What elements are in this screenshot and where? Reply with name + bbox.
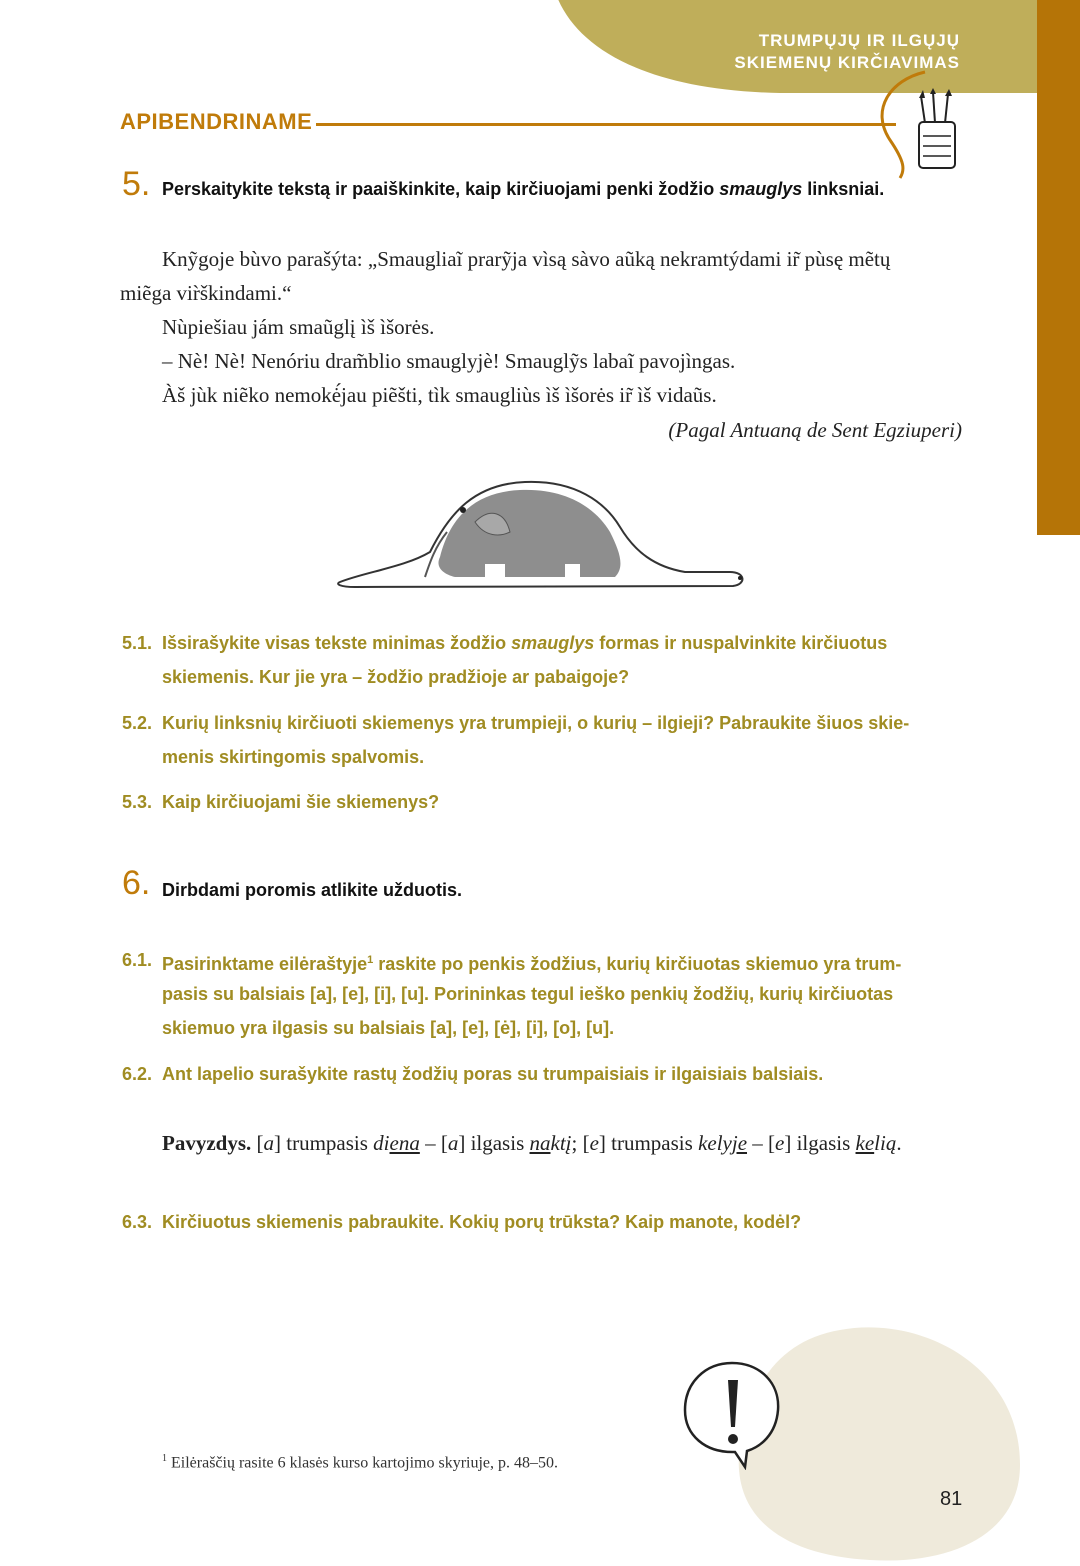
footnote-marker: 1 (162, 1453, 167, 1464)
example-word (856, 1131, 897, 1155)
example-text: – [ (747, 1131, 776, 1155)
task-5-title-part: Perskaitykite tekstą ir paaiškinkite, kaip kirčiuojami penki žodžio (162, 179, 720, 199)
example-text: . (896, 1131, 902, 1155)
task-5-title-em: smauglys (719, 179, 803, 199)
subtask-6-1-text: raskite po penkis žodžius, kurių kirčiuotas skiemuo yra trum- (373, 954, 902, 974)
subtask-5-1-line2: skiemenis. Kur jie yra – žodžio pradžioje ar pabaigoje? (162, 667, 630, 687)
example-vowel: e (775, 1131, 785, 1155)
subtask-6-1-line1 (162, 943, 962, 981)
example-word (698, 1131, 747, 1155)
pencil-cup-icon (915, 88, 960, 173)
chapter-title (734, 30, 960, 74)
example-word-part: kely (698, 1131, 732, 1155)
chapter-title-line2: SKIEMENŲ KIRČIAVIMAS (734, 53, 960, 72)
story-line-5: Àš jùk niẽko nemokė́jau piẽšti, tìk smaugliùs ìš ìšorės ir̃ ìš vidaũs. (162, 383, 717, 407)
subtask-6-1-line3: skiemuo yra ilgasis su balsiais [a], [e], [ė], [i], [o], [u]. (162, 1018, 615, 1038)
example-word-part: lią (874, 1131, 897, 1155)
subtask-6-1-line2: pasis su balsiais [a], [e], [i], [u]. Porininkas tegul ieško penkių žodžių, kurių kirčiuotas (162, 984, 894, 1004)
elephant-in-boa-illustration (335, 472, 750, 597)
subtask-6-3-line1: Kirčiuotus skiemenis pabraukite. Kokių porų trūksta? Kaip manote, kodėl? (162, 1212, 802, 1232)
example-text: – [ (419, 1131, 448, 1155)
page-number: 81 (940, 1488, 963, 1510)
exclamation-bubble-icon (675, 1355, 790, 1470)
example-text: [ (251, 1131, 264, 1155)
footnote-ref: 1 (367, 954, 374, 966)
footnote (162, 1453, 558, 1472)
example-word-underlined: ena (389, 1131, 420, 1155)
subtask-6-1-text: Pasirinktame eilėraštyje (162, 954, 368, 974)
footnote-text: Eilėraščių rasite 6 klasės kurso kartojimo skyriuje, p. 48–50. (167, 1454, 559, 1472)
example-text: ] trumpasis (274, 1131, 374, 1155)
subtask-6-3-number: 6.3. (122, 1212, 153, 1232)
subtask-5-1-em: smauglys (511, 633, 595, 653)
subtask-5-3-number: 5.3. (122, 792, 153, 812)
section-heading: APIBENDRINAME (120, 109, 313, 134)
example-line (162, 1126, 982, 1160)
subtask-5-1-number: 5.1. (122, 633, 153, 653)
example-text: ] ilgasis (784, 1131, 856, 1155)
subtask-5-3-line1: Kaip kirčiuojami šie skiemenys? (162, 792, 440, 812)
example-text: ; [ (571, 1131, 590, 1155)
example-vowel: a (263, 1131, 274, 1155)
example-word-part: di (373, 1131, 390, 1155)
chapter-tab-bar (1037, 0, 1080, 535)
example-word-underlined: ke (855, 1131, 875, 1155)
task-6-number: 6. (122, 864, 151, 902)
example-label: Pavyzdys. (162, 1131, 252, 1155)
example-vowel: a (447, 1131, 459, 1155)
subtask-5-1-line1 (162, 626, 962, 660)
task-5-title-part: linksniai. (802, 179, 885, 199)
task-5-number: 5. (122, 165, 151, 203)
task-5-heading (122, 165, 150, 204)
example-text: ] trumpasis (598, 1131, 699, 1155)
example-word-part: ktį (550, 1131, 572, 1155)
task-5-title (162, 179, 982, 200)
subtask-5-2-line1: Kurių linksnių kirčiuoti skiemenys yra trumpieji, o kurių – ilgieji? Pabraukite šiuos skie- (162, 713, 910, 733)
story-line-3: Nùpiešiau jám smaũglį ìš ìšorės. (162, 315, 435, 339)
example-word-underlined: je (731, 1131, 748, 1155)
story-source: (Pagal Antuaną de Sent Egziuperi) (668, 418, 962, 442)
subtask-6-1-number: 6.1. (122, 950, 153, 970)
story-line-4: – Nè! Nè! Nenóriu dram̃blio smauglyjè! Smauglỹs labaĩ pavojìngas. (162, 349, 736, 373)
section-divider (316, 123, 896, 126)
example-text: ] ilgasis (458, 1131, 530, 1155)
subtask-5-1-text: formas ir nuspalvinkite kirčiuotus (594, 633, 888, 653)
example-word (373, 1131, 420, 1155)
example-word (530, 1131, 572, 1155)
story-line-1: Knỹgoje bùvo parašýta: „Smaugliaĩ prarỹja vìsą sàvo aũką nekramtýdami ir̃ pùsę mẽtų (162, 247, 891, 271)
subtask-5-2-line2: menis skirtingomis spalvomis. (162, 747, 425, 767)
task-6-title: Dirbdami poromis atlikite užduotis. (162, 880, 463, 900)
story-line-2: miẽga vir̀škindami.“ (120, 281, 292, 305)
chapter-title-line1: TRUMPŲJŲ IR ILGŲJŲ (758, 31, 960, 50)
subtask-5-1-text: Išsirašykite visas tekste minimas žodžio (162, 633, 512, 653)
example-word-underlined: na (529, 1131, 551, 1155)
story-source-text: Pagal Antuaną de Sent Egziuperi (675, 418, 955, 442)
subtask-5-2-number: 5.2. (122, 713, 153, 733)
example-vowel: e (589, 1131, 599, 1155)
task-6-heading (122, 864, 150, 903)
subtask-6-2-number: 6.2. (122, 1064, 153, 1084)
subtask-6-2-line1: Ant lapelio surašykite rastų žodžių poras su trumpaisiais ir ilgaisiais balsiais. (162, 1064, 824, 1084)
